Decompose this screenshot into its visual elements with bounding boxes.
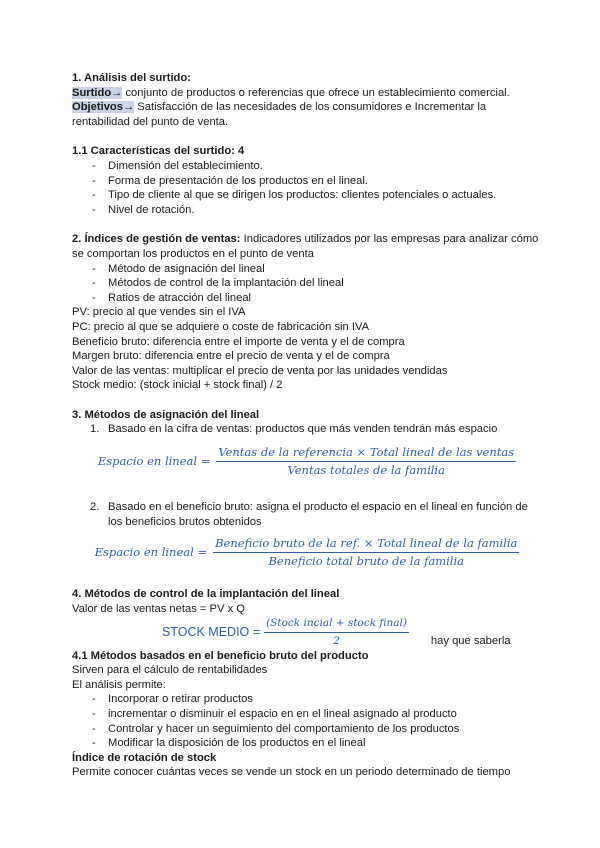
definition-line: Beneficio bruto: diferencia entre el importe de venta y el de compra xyxy=(72,335,405,348)
objetivos-definition xyxy=(72,100,542,129)
list-number: 1. xyxy=(90,423,100,436)
objetivos-text: Satisfacción de las necesidades de los consumidores e Incrementar la rentabilidad del punto de venta. xyxy=(72,101,487,128)
section-2-heading: 2. Índices de gestión de ventas: xyxy=(72,233,241,246)
formula-fraction xyxy=(213,536,519,569)
formula-note: hay que saberla xyxy=(430,635,511,648)
list-item: - Modificar la disposición de los productos en el lineal xyxy=(72,736,542,751)
definition-line: PC: precio al que se adquiere o coste de fabricación sin IVA xyxy=(72,320,370,333)
list-item: - Dimensión del establecimiento. xyxy=(72,159,542,174)
section-4-1-heading: 4.1 Métodos basados en el beneficio bruto del producto xyxy=(72,649,369,662)
section-1-1-heading: 1.1 Características del surtido: 4 xyxy=(72,145,245,158)
definition-line: Valor de las ventas: multiplicar el precio de venta por las unidades vendidas xyxy=(72,364,448,377)
list-item: - Métodos de control de la implantación del lineal xyxy=(72,276,542,291)
section-2-paragraph xyxy=(72,232,542,261)
definition-line: Stock medio: (stock inicial + stock final) / 2 xyxy=(72,379,283,392)
list-item: - Ratios de atracción del lineal xyxy=(72,291,542,306)
characteristics-list xyxy=(72,159,542,217)
fraction-bar xyxy=(216,461,516,462)
formula-numerator: Beneficio bruto de la ref. × Total lineal de la familia xyxy=(215,536,518,551)
formula-denominator: 2 xyxy=(333,635,340,648)
net-sales-line: Valor de las ventas netas = PV x Q xyxy=(72,602,245,615)
document-page xyxy=(72,71,542,780)
indices-list xyxy=(72,262,542,306)
formula-lhs: Espacio en lineal = xyxy=(94,545,208,560)
list-item xyxy=(72,500,542,529)
list-item: - Nivel de rotación. xyxy=(72,203,542,218)
formula-lhs: STOCK MEDIO = xyxy=(162,625,261,640)
list-item: - Forma de presentación de los productos en el lineal. xyxy=(72,174,542,189)
formula-fraction xyxy=(264,616,409,648)
surtido-definition xyxy=(72,86,542,101)
fraction-bar xyxy=(264,632,409,633)
surtido-text: conjunto de productos o referencias que ofrece un establecimiento comercial. xyxy=(122,86,510,99)
section-2-intro: Indicadores utilizados por las empresas para analizar cómo se comportan los productos en el punto de venta xyxy=(72,233,539,260)
list-item: - incrementar o disminuir el espacio en en el lineal asignado al producto xyxy=(72,707,542,722)
section-4-heading: 4. Métodos de control de la implantación del lineal xyxy=(72,588,340,601)
list-item: - Controlar y hacer un seguimiento del comportamiento de los productos xyxy=(72,722,542,737)
list-number: 2. xyxy=(90,501,100,514)
sales-space-formula xyxy=(72,445,542,478)
fraction-bar xyxy=(213,552,519,553)
formula-fraction xyxy=(216,445,516,478)
formula-numerator: Ventas de la referencia × Total lineal de las ventas xyxy=(218,445,515,460)
list-item-text: Basado en la cifra de ventas: productos que más venden tendrán más espacio xyxy=(108,423,498,436)
list-item xyxy=(72,422,542,437)
formula-lhs: Espacio en lineal = xyxy=(97,454,211,469)
list-item-text: Basado en el beneficio bruto: asigna el producto el espacio en el lineal en función de los beneficios brutos obtenidos xyxy=(108,501,528,528)
profit-space-formula xyxy=(72,536,542,569)
formula-denominator: Beneficio total bruto de la familia xyxy=(268,554,465,569)
analysis-list xyxy=(72,692,542,750)
list-item: - Método de asignación del lineal xyxy=(72,262,542,277)
surtido-label: Surtido→ xyxy=(72,86,123,99)
section-1-heading: 1. Análisis del surtido: xyxy=(72,72,191,84)
assignment-methods-list-2 xyxy=(72,500,542,529)
list-item: - Incorporar o retirar productos xyxy=(72,692,542,707)
paragraph-line: Sirven para el cálculo de rentabilidades xyxy=(72,664,268,677)
objetivos-label: Objetivos→ xyxy=(72,101,135,114)
formula-denominator: Ventas totales de la familia xyxy=(287,463,445,478)
formula-numerator: (Stock incial + stock final) xyxy=(266,617,407,630)
assignment-methods-list xyxy=(72,422,542,437)
stock-rotation-text: Permite conocer cuántas veces se vende un stock en un periodo determinado de tiempo xyxy=(72,766,511,779)
stock-rotation-heading: Índice de rotación de stock xyxy=(72,751,217,764)
section-3-heading: 3. Métodos de asignación del lineal xyxy=(72,408,260,421)
list-item: - Tipo de cliente al que se dirigen los productos: clientes potenciales o actuales. xyxy=(72,188,542,203)
definition-line: Margen bruto: diferencia entre el precio de venta y el de compra xyxy=(72,350,390,363)
definition-line: PV: precio al que vendes sin el IVA xyxy=(72,306,246,319)
stock-medio-formula xyxy=(162,616,542,648)
paragraph-line: El análisis permite: xyxy=(72,678,166,691)
